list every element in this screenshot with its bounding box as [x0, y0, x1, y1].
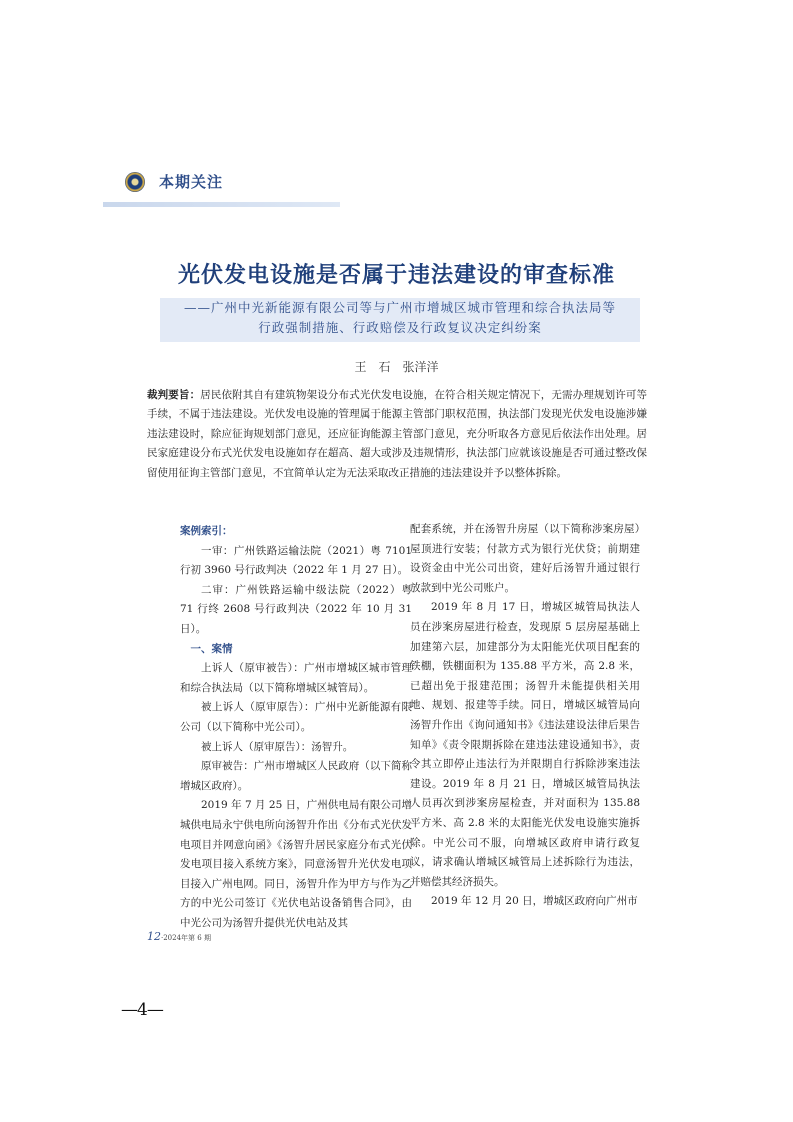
paragraph: 2019 年 7 月 25 日，广州供电局有限公司增城供电局永宁供电所向汤智升作出《分布式光伏发电项目并网意向函》《汤智升居民家庭分布式光伏发电项目接入系统方案》，同意汤智升光伏发电项目接入广州电网。同日，汤智升作为甲方与作为乙方的中光公司签订《光伏电站设备销售合同》，由中光公司为汤智升提供光伏电站及其 [180, 799, 412, 929]
section-header [103, 168, 340, 208]
subtitle-line: 行政强制措施、行政赔偿及行政复议决定纠纷案 [258, 320, 542, 335]
paragraph: 2019 年 12 月 20 日，增城区政府向广州市 [431, 895, 638, 908]
page-footer [147, 930, 211, 943]
issue-label: ·2024年第 6 期 [161, 934, 211, 942]
abstract [147, 386, 647, 483]
emblem-icon [125, 172, 145, 192]
paragraph: 被上诉人（原审原告）：汤智升。 [201, 740, 354, 753]
paragraph: 原审被告：广州市增城区人民政府（以下简称增城区政府）。 [180, 760, 412, 792]
page-marker: —4— [121, 1000, 163, 1020]
abstract-text: 居民依附其自有建筑物架设分布式光伏发电设施，在符合相关规定情况下，无需办理规划许可等手续，不属于违法建设。光伏发电设施的管理属于能源主管部门职权范围，执法部门发现光伏发电设施涉嫌违法建设时，除应征询规划部门意见，还应征询能源主管部门意见，充分听取各方意见后依法作出处理。居民家庭建设分布式光伏发电设施如存在超高、超大或涉及违规情形，执法部门应就该设施是否可通过整改保留使用征询主管部门意见，不宜简单认定为无法采取改正措施的违法建设并予以整体拆除。 [147, 389, 648, 479]
section-heading: 一、案情 [180, 642, 233, 655]
article-subtitle [160, 298, 640, 342]
paragraph: 配套系统，并在汤智升房屋（以下简称涉案房屋）屋顶进行安装；付款方式为银行光伏贷；前期建设资金由中光公司出资，建好后汤智升通过银行放款到中光公司账户。 [410, 523, 640, 594]
page-number: 12 [147, 930, 161, 943]
paragraph: 一审：广州铁路运输法院（2021）粤 7101 行初 3960 号行政判决（2022 年 1 月 27 日）。 [180, 544, 412, 577]
abstract-label: 裁判要旨： [147, 389, 201, 401]
paragraph: 2019 年 8 月 17 日，增城区城管局执法人员在涉案房屋进行检查，发现原 5 层房屋基础上加建第六层，加建部分为太阳能光伏项目配套的铁棚，铁棚面积为 135.88 平方米，高 2.8 米，已超出免于报建范围；汤智升未能提供相关用地、规划、报建等手续。同日，增城区城管局向汤智升作出《询问通知书》《违法建设法律后果告知单》《责令限期拆除在建违法建设通知书》，责令其立即停止违法行为并限期自行拆除涉案违法建设。2019 年 8 月 21 日，增城区城管局执法人员再次到涉案房屋检查，并对面积为 135.88 平方米、高 2.8 米的太阳能光伏发电设施实施拆除。中光公司不服，向增城区政府申请行政复议，请求确认增城区城管局上述拆除行为违法，并赔偿其经济损失。 [410, 601, 640, 888]
article-authors: 王 石 张洋洋 [354, 360, 439, 374]
subtitle-line: ——广州中光新能源有限公司等与广州市增城区城市管理和综合执法局等 [183, 300, 616, 315]
right-column [410, 520, 640, 912]
article-title: 光伏发电设施是否属于违法建设的审查标准 [177, 263, 615, 288]
paragraph: 被上诉人（原审原告）：广州中光新能源有限公司（以下简称中光公司）。 [180, 701, 412, 733]
paragraph: 二审：广州铁路运输中级法院（2022）粤 71 行终 2608 号行政判决（2022 年 10 月 31 日）。 [180, 583, 412, 635]
paragraph: 上诉人（原审被告）：广州市增城区城市管理和综合执法局（以下简称增城区城管局）。 [180, 662, 412, 694]
section-title: 本期关注 [159, 173, 224, 191]
left-column [180, 522, 412, 933]
section-divider [103, 202, 340, 207]
section-heading: 案例索引： [180, 525, 233, 537]
